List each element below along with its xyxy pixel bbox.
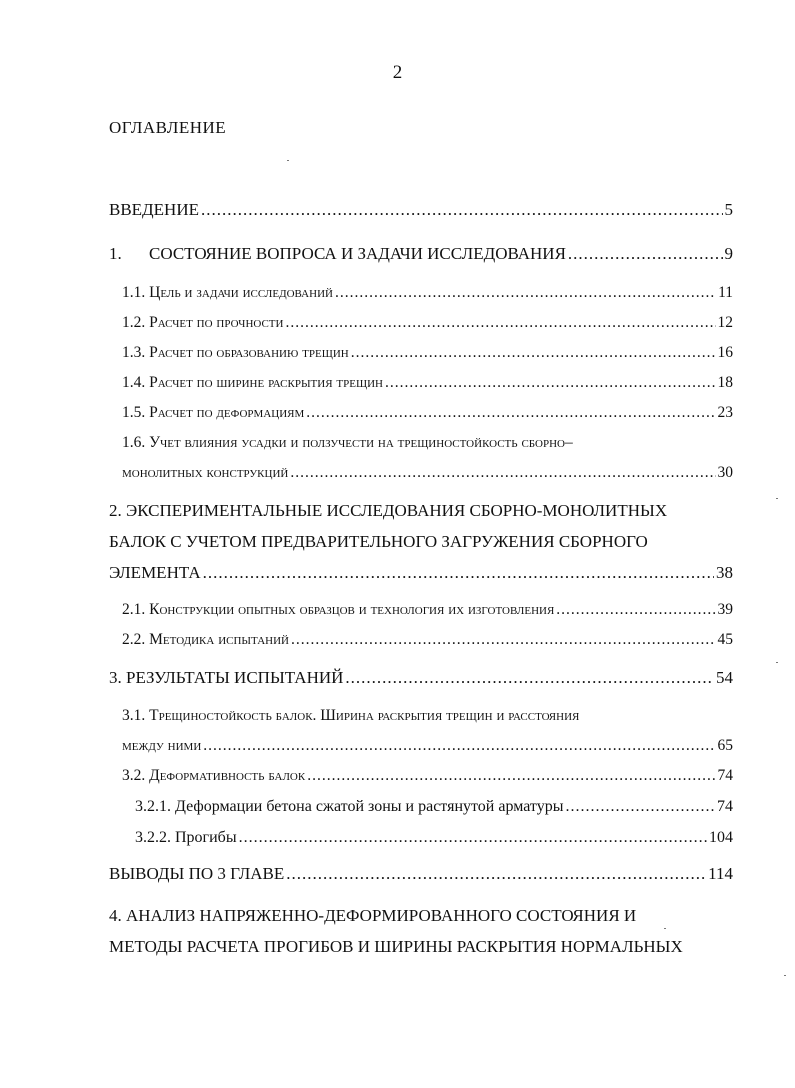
toc-entry-text: ВЫВОДЫ ПО 3 ГЛАВЕ — [109, 864, 285, 883]
toc-entry-chapter-2-line2[interactable]: БАЛОК С УЧЕТОМ ПРЕДВАРИТЕЛЬНОГО ЗАГРУЖЕНИЯ СБОРНОГО — [109, 532, 648, 551]
toc-leader-dots — [203, 737, 715, 755]
toc-entry-chapter-2[interactable] — [109, 563, 733, 583]
toc-entry-section-1-6-line1[interactable]: 1.6. Учет влияния усадки и ползучести на трещиностойкость сборно– — [122, 434, 573, 451]
toc-entry-chapter-3[interactable] — [109, 668, 733, 688]
toc-entry-text: 3.2.1. Деформации бетона сжатой зоны и растянутой арматуры — [135, 798, 564, 815]
toc-leader-dots — [201, 200, 723, 220]
toc-entry-page: 38 — [716, 563, 733, 582]
toc-entry-text: 2.2. Методика испытаний — [122, 631, 289, 648]
toc-leader-dots — [565, 798, 715, 816]
toc-leader-dots — [351, 344, 716, 362]
toc-entry-page: 45 — [717, 631, 733, 648]
toc-entry-section-3-1[interactable] — [122, 737, 733, 755]
toc-entry-text: 3. РЕЗУЛЬТАТЫ ИСПЫТАНИЙ — [109, 668, 344, 687]
toc-entry-section-1-6[interactable] — [122, 464, 733, 482]
toc-entry-page: 5 — [724, 200, 733, 219]
scan-speck — [776, 498, 778, 499]
toc-leader-dots — [290, 464, 715, 482]
scan-speck — [664, 928, 666, 929]
toc-entry-subsection-3-2-2[interactable] — [135, 829, 733, 847]
toc-entry-section-1-1[interactable] — [122, 284, 733, 302]
toc-leader-dots — [345, 668, 714, 688]
toc-entry-text: 3.2. Деформативность балок — [122, 767, 306, 784]
toc-entry-page: 16 — [717, 344, 733, 361]
toc-entry-text: СОСТОЯНИЕ ВОПРОСА И ЗАДАЧИ ИССЛЕДОВАНИЯ — [149, 244, 566, 263]
toc-leader-dots — [291, 631, 716, 649]
toc-entry-text: 1.4. Расчет по ширине раскрытия трещин — [122, 374, 383, 391]
toc-entry-page: 12 — [717, 314, 733, 331]
toc-leader-dots — [307, 767, 715, 785]
toc-entry-section-2-1[interactable] — [122, 601, 733, 619]
toc-entry-chapter-1[interactable] — [109, 244, 733, 264]
toc-entry-text: 1.5. Расчет по деформациям — [122, 404, 305, 421]
scan-speck — [784, 975, 786, 976]
toc-leader-dots — [285, 314, 715, 332]
toc-entry-page: 23 — [717, 404, 733, 421]
toc-entry-page: 114 — [708, 864, 733, 883]
toc-entry-text: 1.2. Расчет по прочности — [122, 314, 284, 331]
toc-entry-text: 3.2.2. Прогибы — [135, 829, 237, 846]
toc-entry-text: 2.1. Конструкции опытных образцов и технология их изготовления — [122, 601, 555, 618]
toc-entry-page: 54 — [716, 668, 733, 687]
toc-leader-dots — [568, 244, 723, 264]
toc-entry-text: ЭЛЕМЕНТА — [109, 563, 201, 582]
toc-leader-dots — [335, 284, 716, 302]
scan-speck — [776, 662, 778, 663]
toc-leader-dots — [239, 829, 707, 847]
toc-entry-section-1-5[interactable] — [122, 404, 733, 422]
toc-entry-text: 1.1. Цель и задачи исследований — [122, 284, 333, 301]
toc-entry-section-1-2[interactable] — [122, 314, 733, 332]
toc-entry-chapter-4-line1[interactable]: 4. АНАЛИЗ НАПРЯЖЕННО-ДЕФОРМИРОВАННОГО СОСТОЯНИЯ И — [109, 906, 637, 925]
toc-entry-page: 11 — [718, 284, 733, 301]
toc-entry-section-3-1-line1[interactable]: 3.1. Трещиностойкость балок. Ширина раскрытия трещин и расстояния — [122, 707, 580, 724]
toc-entry-chapter-2-line1[interactable]: 2. ЭКСПЕРИМЕНТАЛЬНЫЕ ИССЛЕДОВАНИЯ СБОРНО-МОНОЛИТНЫХ — [109, 501, 668, 520]
page-number: 2 — [392, 62, 403, 83]
toc-entry-text: между ними — [122, 737, 202, 754]
scan-speck — [287, 160, 289, 161]
toc-entry-section-1-3[interactable] — [122, 344, 733, 362]
toc-leader-dots — [385, 374, 716, 392]
toc-entry-conclusions-3[interactable] — [109, 864, 733, 884]
toc-entry-text: 1.3. Расчет по образованию трещин — [122, 344, 349, 361]
toc-entry-page: 65 — [717, 737, 733, 754]
toc-leader-dots — [203, 563, 714, 583]
toc-entry-page: 74 — [717, 767, 733, 784]
toc-leader-dots — [286, 864, 706, 884]
toc-entry-chapter-4-line2[interactable]: МЕТОДЫ РАСЧЕТА ПРОГИБОВ И ШИРИНЫ РАСКРЫТИЯ НОРМАЛЬНЫХ — [109, 937, 683, 956]
toc-entry-page: 39 — [717, 601, 733, 618]
toc-leader-dots — [306, 404, 715, 422]
toc-title: ОГЛАВЛЕНИЕ — [109, 118, 227, 137]
toc-leader-dots — [556, 601, 715, 619]
toc-entry-introduction[interactable] — [109, 200, 733, 220]
toc-entry-text: ВВЕДЕНИЕ — [109, 200, 199, 219]
toc-entry-page: 74 — [717, 798, 733, 815]
toc-entry-section-1-4[interactable] — [122, 374, 733, 392]
toc-entry-page: 18 — [717, 374, 733, 391]
toc-entry-page: 9 — [724, 244, 733, 263]
toc-entry-number: 1. — [109, 244, 122, 263]
toc-entry-page: 104 — [709, 829, 733, 846]
toc-entry-section-3-2[interactable] — [122, 767, 733, 785]
toc-entry-subsection-3-2-1[interactable] — [135, 798, 733, 816]
toc-entry-page: 30 — [717, 464, 733, 481]
toc-entry-text: монолитных конструкций — [122, 464, 289, 481]
toc-entry-section-2-2[interactable] — [122, 631, 733, 649]
